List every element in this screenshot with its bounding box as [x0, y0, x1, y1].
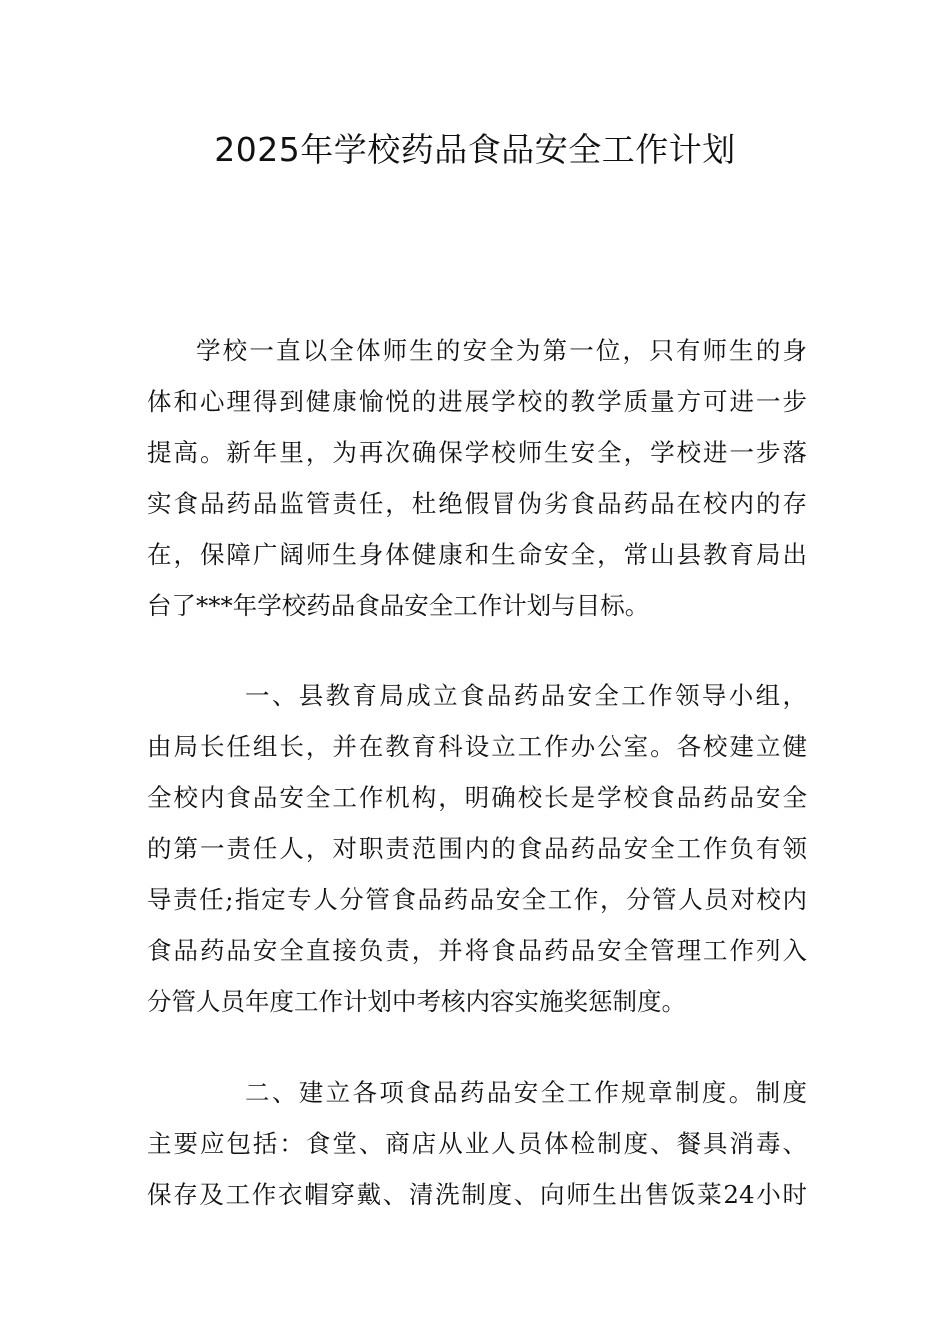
- paragraph-line: 由局长任组长，并在教育科设立工作办公室。各校建立健: [147, 732, 807, 761]
- paragraph-line: 实食品药品监管责任，杜绝假冒伪劣食品药品在校内的存: [147, 489, 807, 518]
- paragraph-line: 体和心理得到健康愉悦的进展学校的教学质量方可进一步: [147, 387, 807, 416]
- document-title: 2025年学校药品食品安全工作计划: [214, 130, 736, 169]
- paragraph-line: 台了***年学校药品食品安全工作计划与目标。: [147, 591, 650, 620]
- paragraph-line: 学校一直以全体师生的安全为第一位，只有师生的身: [196, 336, 807, 365]
- paragraph-line: 二、建立各项食品药品安全工作规章制度。制度: [245, 1078, 807, 1107]
- paragraph-line: 的第一责任人，对职责范围内的食品药品安全工作负有领: [147, 834, 807, 863]
- paragraph-line: 保存及工作衣帽穿戴、清洗制度、向师生出售饭菜24小时: [147, 1180, 807, 1209]
- paragraph-line: 提高。新年里，为再次确保学校师生安全，学校进一步落: [147, 438, 807, 467]
- paragraph-line: 全校内食品安全工作机构，明确校长是学校食品药品安全: [147, 783, 807, 812]
- paragraph-intro: [147, 325, 807, 631]
- paragraph-section-2: [147, 1067, 807, 1220]
- paragraph-line: 在，保障广阔师生身体健康和生命安全，常山县教育局出: [147, 540, 807, 569]
- paragraph-line: 一、县教育局成立食品药品安全工作领导小组，: [245, 681, 807, 710]
- paragraph-line: 食品药品安全直接负责，并将食品药品安全管理工作列入: [147, 936, 807, 965]
- paragraph-line: 导责任;指定专人分管食品药品安全工作，分管人员对校内: [147, 885, 807, 914]
- paragraph-section-1: [147, 670, 807, 1027]
- paragraph-line: 主要应包括：食堂、商店从业人员体检制度、餐具消毒、: [147, 1129, 807, 1158]
- paragraph-line: 分管人员年度工作计划中考核内容实施奖惩制度。: [147, 987, 686, 1016]
